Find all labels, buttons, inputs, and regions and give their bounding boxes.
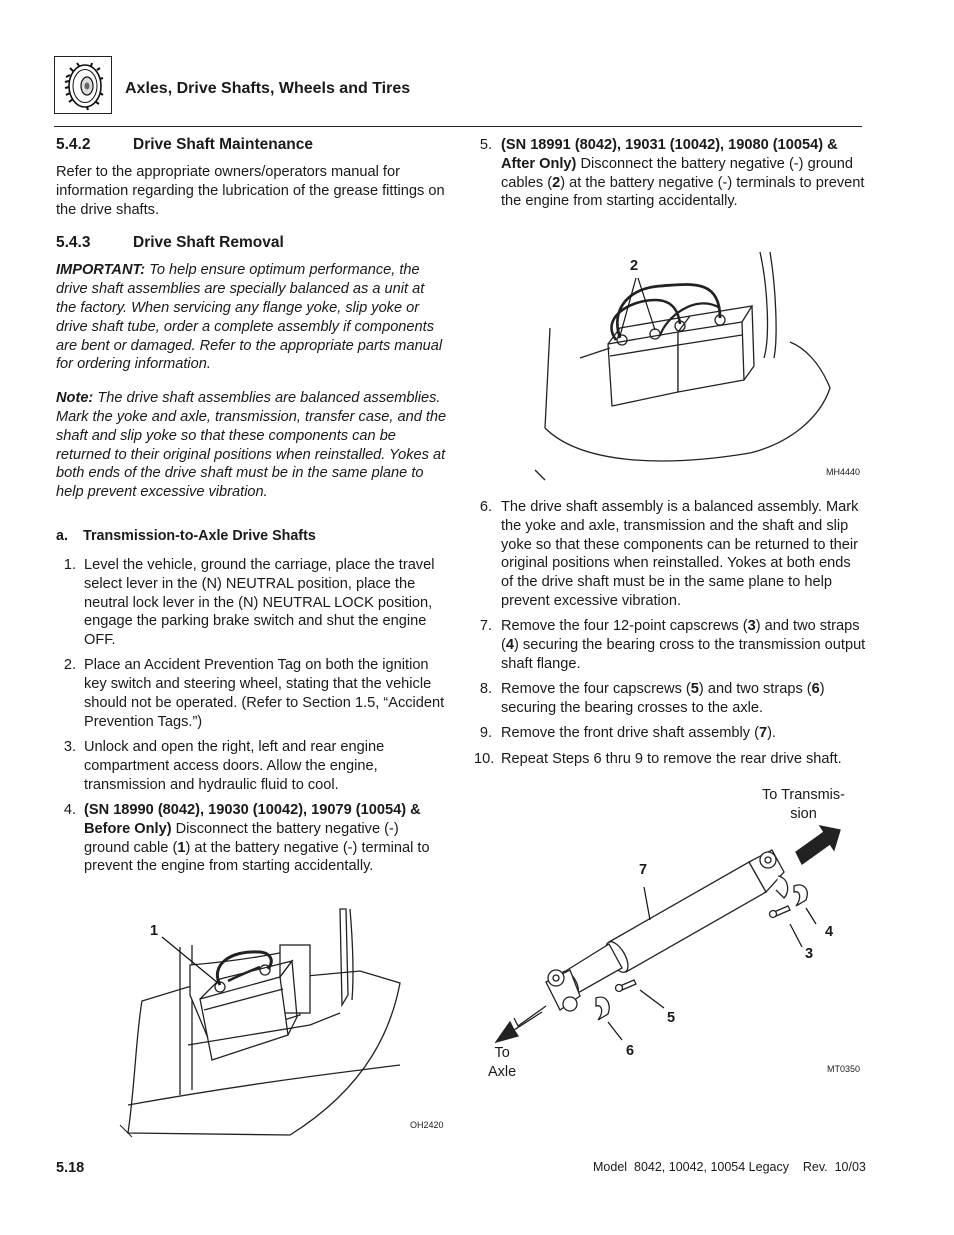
section-number: 5.4.2 <box>56 136 91 153</box>
serial-range: (SN 18991 (8042), 19031 (10042), 19080 (10054) & After Only) <box>501 137 838 172</box>
header-divider <box>54 126 862 127</box>
step-number: 7. <box>479 618 492 635</box>
leader-line <box>790 924 802 947</box>
right-steps-list-a <box>474 136 866 211</box>
callout-ref: 3 <box>747 618 756 635</box>
step-10 <box>474 750 866 769</box>
subheading-transmission-to-axle <box>56 528 448 544</box>
figure-code: MH4440 <box>826 467 861 477</box>
step-number: 5. <box>479 137 492 153</box>
callout-ref: 5 <box>690 681 699 698</box>
step-4 <box>56 801 448 876</box>
important-text: To help ensure optimum performance, the drive shaft assemblies are specially balanced as a unit at the factory. When servicing any flange yoke, slip yoke or drive shaft tube, order a complete assembly if components are bent or damaged. Refer to the appropriate parts manual for ordering information. <box>56 262 443 373</box>
arrow-to-transmission <box>796 826 840 864</box>
important-notice <box>56 261 448 374</box>
figure-drive-shaft <box>484 782 868 1082</box>
step-number: 8. <box>479 681 492 698</box>
step-number: 1. <box>63 556 76 573</box>
step-text: Remove the front drive shaft assembly ( <box>501 725 759 742</box>
note-label: Note: <box>56 390 94 407</box>
footer-model-revision: Model 8042, 10042, 10054 Legacy Rev. 10/03 <box>593 1160 866 1174</box>
left-column <box>56 136 448 883</box>
note-paragraph <box>56 389 448 502</box>
step-number: 4. <box>63 802 76 819</box>
step-text: Remove the four 12-point capscrews ( <box>501 618 748 635</box>
strap-6 <box>596 997 609 1020</box>
maintenance-paragraph: Refer to the appropriate owners/operators manual for information regarding the lubrication of the grease fittings on the drive shafts. <box>56 164 445 218</box>
step-text: Disconnect the battery negative (-) ground cable ( <box>84 820 399 856</box>
step-text: Unlock and open the right, left and rear engine compartment access doors. Allow the engine, transmission and hydraulic fluid to cool. <box>84 739 385 793</box>
page-number: 5.18 <box>56 1160 85 1176</box>
step-number: 6. <box>479 499 492 515</box>
leader-line <box>644 887 650 920</box>
figure-code: MT0350 <box>827 1064 861 1074</box>
figure-battery-dual <box>520 248 870 488</box>
leader-line <box>608 1022 622 1040</box>
step-number: 9. <box>479 725 492 742</box>
subheading-letter: a. <box>56 527 68 544</box>
step-text: The drive shaft assembly is a balanced assembly. Mark the yoke and axle, transmission and the shaft and slip yoke so that these components can be returned to their original positions when reinstalled. Yokes at both ends of the drive shaft must be in the same plane to help prevent excessive vibration. <box>501 499 859 609</box>
callout-2: 2 <box>630 258 639 274</box>
label-line: To Transmis- <box>762 787 845 803</box>
left-steps-list <box>56 556 448 876</box>
step-7 <box>474 617 866 673</box>
wheel-tire-icon <box>54 56 112 114</box>
callout-ref: 1 <box>177 839 186 856</box>
step-9 <box>474 724 866 743</box>
label-line: sion <box>790 806 817 822</box>
step-text: ) and two straps ( <box>501 618 860 654</box>
callout-3: 3 <box>805 946 814 962</box>
serial-range: (SN 18990 (8042), 19030 (10042), 19079 (10054) & Before Only) <box>84 802 421 837</box>
step-2 <box>56 656 448 731</box>
step-5 <box>474 136 866 211</box>
callout-6: 6 <box>626 1043 635 1059</box>
label-line: Axle <box>488 1064 517 1080</box>
step-text: ) and two straps ( <box>698 681 812 698</box>
step-3 <box>56 738 448 794</box>
callout-ref: 4 <box>505 637 514 654</box>
figure-battery-single <box>100 905 450 1145</box>
step-text: ). <box>767 725 776 742</box>
strap-4 <box>794 885 807 906</box>
step-text: Repeat Steps 6 thru 9 to remove the rear drive shaft. <box>501 750 842 767</box>
figure-code: OH2420 <box>410 1120 444 1130</box>
section-title: Drive Shaft Maintenance <box>133 136 314 153</box>
leader-line <box>806 908 816 924</box>
important-label: IMPORTANT: <box>56 262 146 279</box>
section-heading-5-4-2 <box>56 136 448 154</box>
note-text: The drive shaft assemblies are balanced assemblies. Mark the yoke and axle, transmission, transfer case, and the shaft and slip yoke so that these components can be returned to their original positions when reinstalled. Yokes at both ends of the drive shaft must be in the same plane to help prevent excessive vibration. <box>56 390 447 501</box>
right-column <box>474 136 866 218</box>
label-to-transmission <box>762 786 845 824</box>
callout-ref: 6 <box>811 681 820 698</box>
callout-7: 7 <box>639 862 648 878</box>
leader-line <box>640 990 664 1008</box>
step-text: Remove the four capscrews ( <box>501 681 691 698</box>
label-to-axle <box>488 1044 516 1082</box>
section-title: Drive Shaft Removal <box>133 234 284 252</box>
step-1 <box>56 556 448 650</box>
callout-ref: 7 <box>758 725 768 742</box>
step-number: 3. <box>63 739 76 756</box>
step-text: ) at the battery negative (-) terminal to prevent the engine from starting accidentally. <box>84 839 430 875</box>
arrow-to-axle <box>496 1012 542 1042</box>
battery-dual-illustration <box>520 248 870 488</box>
header-title: Axles, Drive Shafts, Wheels and Tires <box>125 80 411 97</box>
step-text: Disconnect the battery negative (-) ground cables ( <box>501 155 854 191</box>
drive-shaft-illustration <box>484 782 868 1082</box>
step-6 <box>474 498 866 611</box>
step-text: ) securing the bearing crosses to the axle. <box>501 681 825 716</box>
callout-4: 4 <box>825 924 834 940</box>
callout-1: 1 <box>150 923 159 939</box>
step-number: 2. <box>63 657 76 674</box>
step-text: ) securing the bearing cross to the transmission output shaft flange. <box>501 637 866 672</box>
callout-5: 5 <box>667 1010 676 1026</box>
step-text: ) at the battery negative (-) terminals to prevent the engine from starting accidentally. <box>501 174 865 210</box>
step-8 <box>474 680 866 718</box>
step-text: Place an Accident Prevention Tag on both the ignition key switch and steering wheel, stating that the vehicle should not be operated. (Refer to Section 1.5, “Accident Prevention Tags.”) <box>84 657 445 730</box>
battery-single-illustration <box>100 905 450 1145</box>
label-line: To <box>494 1045 510 1061</box>
section-heading-5-4-3 <box>56 234 448 252</box>
callout-ref: 2 <box>552 174 561 191</box>
subheading-title: Transmission-to-Axle Drive Shafts <box>83 527 316 544</box>
section-number: 5.4.3 <box>56 234 91 252</box>
step-number: 10. <box>474 750 495 767</box>
right-column-continued <box>474 498 866 775</box>
right-steps-list-b <box>474 498 866 768</box>
step-text: Level the vehicle, ground the carriage, place the travel select lever in the (N) NEUTRAL position, place the neutral lock lever in the (N) NEUTRAL LOCK position, engage the parking brake switch and shut the engine OFF. <box>84 556 435 649</box>
